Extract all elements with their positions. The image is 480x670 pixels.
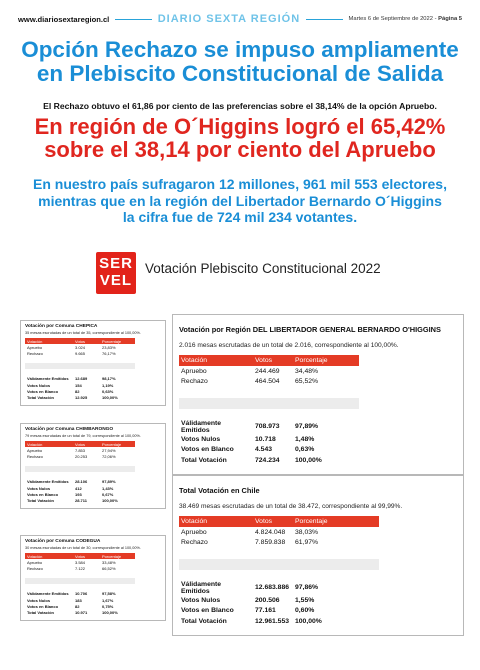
pct-blanco: 0,75% [102, 604, 114, 610]
col-votes: Votos [73, 553, 100, 559]
label-blanco: Votos en Blanco [27, 492, 59, 498]
region-card [172, 314, 464, 475]
date-text: Martes 6 de Septiembre de 2022 - [348, 16, 437, 22]
servel-logo [96, 252, 136, 294]
pct-apruebo: 38,03% [295, 528, 319, 536]
label-total: Total Votación [27, 610, 54, 616]
pct-total: 100,00% [295, 618, 322, 626]
label-total: Total Votación [181, 618, 227, 626]
section-title: Votación Plebiscito Constitucional 2022 [145, 261, 381, 276]
label-total: Total Votación [27, 395, 54, 401]
label-apruebo: Apruebo [27, 447, 43, 453]
servel-logo-line-2: VEL [99, 272, 133, 289]
results-table [179, 355, 359, 466]
label-nulos: Votos Nulos [181, 596, 221, 604]
label-validos: Válidamente Emitidos [27, 591, 69, 597]
label-validos: Válidamente Emitidos [181, 419, 222, 434]
votes-rechazo: 9.665 [75, 351, 86, 357]
table-header [179, 355, 359, 366]
card-title: Votación por Región DEL LIBERTADOR GENERAL BERNARDO O'HIGGINS [179, 325, 441, 334]
pct-apruebo: 27,94% [102, 447, 116, 453]
votes-rechazo: 20.253 [75, 454, 88, 460]
row-validos [179, 581, 379, 595]
label-nulos: Votos Nulos [181, 435, 221, 443]
votes-validos: 708.973 [255, 423, 280, 431]
label-rechazo: Rechazo [27, 454, 43, 460]
pct-rechazo: 65,52% [295, 378, 319, 386]
headline-line-1: Opción Rechazo se impuso ampliamente [21, 37, 459, 62]
servel-logo-line-1: SER [99, 255, 133, 272]
card-title: Votación por Comuna CHIMBARONGO [25, 427, 114, 432]
headline-line-2: en Plebiscito Constitucional de Salida [36, 61, 444, 86]
label-validos: Válidamente Emitidos [181, 580, 222, 595]
subheadline-line-1: En región de O´Higgins logró el 65,42% [34, 114, 446, 139]
col-votes: Votos [253, 355, 293, 366]
card-description: 35 mesas escrutadas de un total de 35, correspondiente al 100,00%. [25, 331, 141, 335]
col-votes: Votos [253, 516, 293, 527]
subheadline-line-2: sobre el 38,14 por ciento del Apruebo [44, 137, 436, 162]
col-option: Votación [179, 516, 253, 527]
page-header [18, 12, 462, 26]
col-pct: Porcentaje [100, 338, 135, 344]
col-pct: Porcentaje [100, 553, 135, 559]
results-table [179, 516, 379, 627]
votes-rechazo: 7.122 [75, 566, 86, 572]
col-option: Votación [179, 355, 253, 366]
chimbarongo-card [20, 423, 166, 509]
lead-paragraph: El Rechazo obtuvo el 61,86 por ciento de las preferencias sobre el 38,14% de la opción Apruebo. [43, 101, 437, 111]
pct-total: 100,00% [295, 457, 322, 465]
col-pct: Porcentaje [293, 516, 379, 527]
row-blanco [179, 606, 379, 617]
row-apruebo [179, 527, 379, 538]
kicker-line-2: mientras que en la región del Libertador Bernardo O´Higgins [38, 192, 442, 209]
row-rechazo [179, 377, 359, 388]
label-nulos: Votos Nulos [27, 485, 51, 491]
row-validos [179, 420, 359, 434]
votes-validos: 28.106 [75, 479, 88, 485]
votes-blanco: 193 [75, 492, 82, 498]
pct-nulos: 1,43% [102, 485, 114, 491]
issue-date [349, 16, 462, 22]
pct-blanco: 0,63% [295, 446, 315, 454]
votes-total: 12.961.553 [255, 618, 290, 626]
row-apruebo [179, 366, 359, 377]
col-votes: Votos [73, 441, 100, 447]
votes-validos: 12.683.886 [255, 584, 290, 592]
table-header [25, 441, 135, 447]
label-apruebo: Apruebo [181, 367, 207, 375]
pct-total: 100,00% [102, 610, 118, 616]
pct-nulos: 1,67% [102, 597, 114, 603]
votes-blanco: 82 [75, 604, 80, 610]
label-blanco: Votos en Blanco [27, 389, 59, 395]
label-apruebo: Apruebo [181, 528, 207, 536]
label-validos: Válidamente Emitidos [27, 376, 69, 382]
card-title: Votación por Comuna CODEGUA [25, 539, 101, 544]
pct-rechazo: 72,06% [102, 454, 116, 460]
pct-blanco: 0,67% [102, 492, 114, 498]
main-headline [0, 38, 480, 86]
votes-nulos: 10.718 [255, 435, 276, 443]
col-votes: Votos [73, 338, 100, 344]
chile-card [172, 475, 464, 636]
pct-total: 100,00% [102, 498, 118, 504]
votes-blanco: 77.161 [255, 607, 276, 615]
pct-rechazo: 66,52% [102, 566, 116, 572]
votes-total: 724.234 [255, 457, 280, 465]
results-table [25, 553, 135, 616]
pct-validos: 98,17% [102, 376, 116, 382]
card-description: 79 mesas escrutadas de un total de 79, correspondiente al 100,00%. [25, 434, 141, 438]
pct-apruebo: 33,48% [102, 559, 116, 565]
table-header [25, 338, 135, 344]
pct-validos: 97,58% [102, 591, 116, 597]
label-rechazo: Rechazo [27, 566, 43, 572]
pct-rechazo: 76,17% [102, 351, 116, 357]
codegua-card [20, 535, 166, 621]
pct-validos: 97,89% [295, 423, 319, 431]
results-table [25, 441, 135, 504]
votes-rechazo: 464.504 [255, 378, 280, 386]
votes-nulos: 200.506 [255, 596, 280, 604]
col-option: Votación [25, 553, 73, 559]
paper-name: DIARIO SEXTA REGIÓN [157, 13, 301, 25]
label-nulos: Votos Nulos [27, 382, 51, 388]
pct-validos: 97,86% [295, 584, 319, 592]
pct-apruebo: 34,48% [295, 367, 319, 375]
label-rechazo: Rechazo [181, 539, 208, 547]
col-pct: Porcentaje [293, 355, 359, 366]
votes-total: 12.925 [75, 395, 88, 401]
table-header [25, 553, 135, 559]
results-table [25, 338, 135, 401]
votes-nulos: 412 [75, 485, 82, 491]
col-option: Votación [25, 441, 73, 447]
votes-apruebo: 3.584 [75, 559, 86, 565]
card-description: 2.016 mesas escrutadas de un total de 2.016, correspondiente al 100,00%. [179, 342, 399, 349]
header-rule-left [115, 19, 151, 20]
label-blanco: Votos en Blanco [27, 604, 59, 610]
pct-nulos: 1,55% [295, 596, 315, 604]
pct-validos: 97,89% [102, 479, 116, 485]
votes-apruebo: 4.824.048 [255, 528, 286, 536]
card-description: 30 mesas escrutadas de un total de 30, correspondiente al 100,00%. [25, 546, 141, 550]
votes-blanco: 82 [75, 389, 80, 395]
row-blanco [179, 445, 359, 456]
kicker-line-1: En nuestro país sufragaron 12 millones, 961 mil 553 electores, [33, 176, 447, 192]
label-total: Total Votación [27, 498, 54, 504]
label-rechazo: Rechazo [181, 378, 208, 386]
pct-rechazo: 61,97% [295, 539, 319, 547]
page-number: Página 5 [438, 16, 462, 22]
card-title: Votación por Comuna CHEPICA [25, 324, 98, 329]
label-blanco: Votos en Blanco [181, 446, 234, 454]
row-total [179, 455, 359, 466]
votes-total: 28.711 [75, 498, 88, 504]
col-option: Votación [25, 338, 73, 344]
label-apruebo: Apruebo [27, 559, 43, 565]
card-title: Total Votación en Chile [179, 486, 260, 495]
votes-nulos: 183 [75, 597, 82, 603]
votes-apruebo: 244.469 [255, 367, 280, 375]
table-header [179, 516, 379, 527]
votes-rechazo: 7.859.838 [255, 539, 286, 547]
label-total: Total Votación [181, 457, 227, 465]
pct-blanco: 0,60% [295, 607, 315, 615]
kicker [0, 176, 480, 226]
label-blanco: Votos en Blanco [181, 607, 234, 615]
pct-apruebo: 23,83% [102, 344, 116, 350]
votes-nulos: 154 [75, 382, 82, 388]
votes-total: 10.971 [75, 610, 88, 616]
header-rule-right [306, 19, 342, 20]
votes-apruebo: 7.853 [75, 447, 86, 453]
votes-apruebo: 3.024 [75, 344, 86, 350]
label-validos: Válidamente Emitidos [27, 479, 69, 485]
col-pct: Porcentaje [100, 441, 135, 447]
pct-nulos: 1,48% [295, 435, 315, 443]
votes-blanco: 4.543 [255, 446, 273, 454]
row-total [179, 616, 379, 627]
label-apruebo: Apruebo [27, 344, 43, 350]
votes-validos: 10.706 [75, 591, 88, 597]
kicker-line-3: la cifra fue de 724 mil 234 votantes. [122, 209, 358, 225]
label-rechazo: Rechazo [27, 351, 43, 357]
pct-total: 100,00% [102, 395, 118, 401]
label-nulos: Votos Nulos [27, 597, 51, 603]
row-rechazo [179, 538, 379, 549]
chepica-card [20, 320, 166, 406]
votes-validos: 12.689 [75, 376, 88, 382]
site-url[interactable]: www.diariosextaregion.cl [18, 14, 110, 24]
subheadline [0, 115, 480, 161]
pct-blanco: 0,63% [102, 389, 114, 395]
row-nulos [179, 595, 379, 606]
pct-nulos: 1,19% [102, 382, 114, 388]
card-description: 38.469 mesas escrutadas de un total de 38.472, correspondiente al 99,99%. [179, 503, 403, 510]
row-nulos [179, 434, 359, 445]
